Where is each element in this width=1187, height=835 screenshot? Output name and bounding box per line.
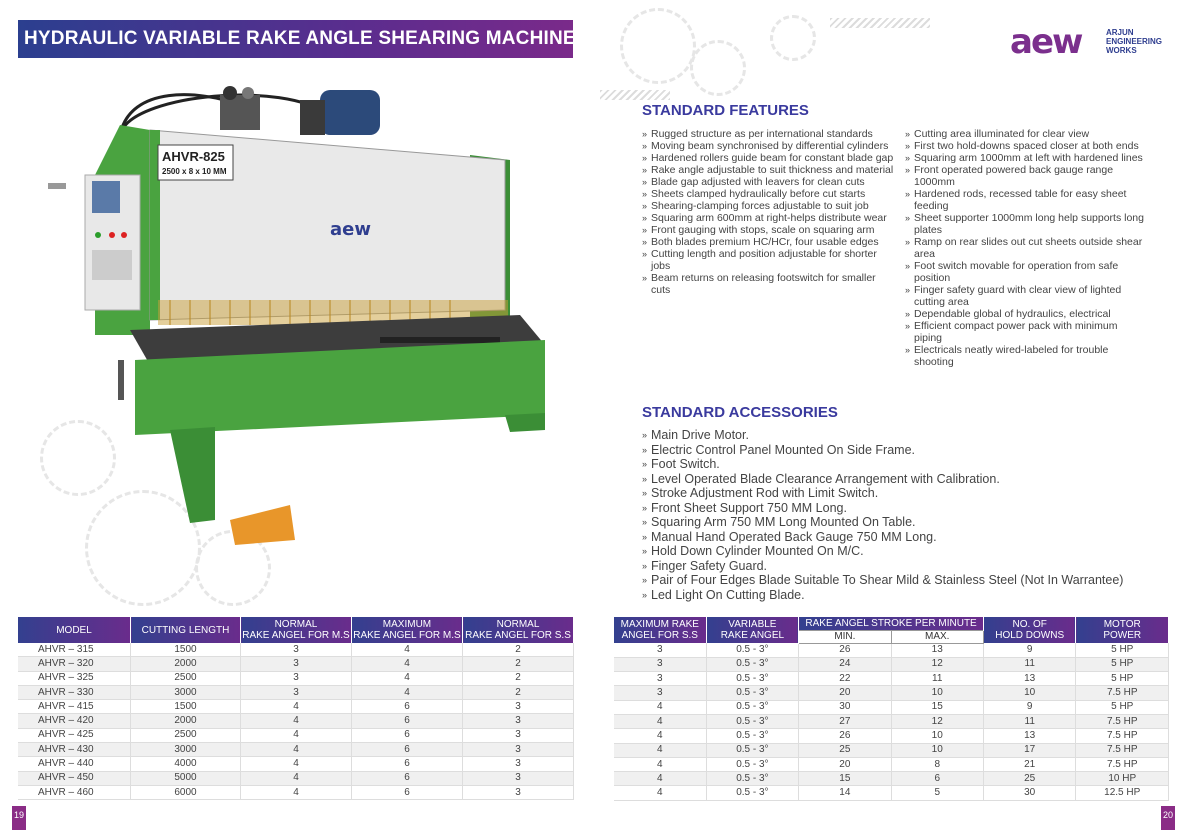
feature-item: » Shearing-clamping forces adjustable to suit job	[642, 200, 894, 212]
table-cell: 4	[614, 772, 706, 786]
table-cell: 5	[891, 786, 983, 800]
table-row	[18, 643, 574, 657]
table-row	[614, 772, 1169, 786]
table-row	[18, 785, 574, 799]
right-leg	[505, 413, 545, 432]
table-cell: 7.5 HP	[1076, 714, 1169, 728]
table-cell: 3000	[131, 743, 241, 757]
table-cell: 2500	[131, 728, 241, 742]
table-cell: 4	[614, 700, 706, 714]
col-normal-ms: NORMAL RAKE ANGEL FOR M.S	[242, 619, 350, 641]
table-row	[614, 714, 1169, 728]
feature-item: » Hardened rollers guide beam for constant blade gap	[642, 152, 894, 164]
feature-item: » Squaring arm 1000mm at left with hardened lines	[905, 152, 1145, 164]
table-cell: 5 HP	[1076, 700, 1169, 714]
feature-item: » Front gauging with stops, scale on squaring arm	[642, 224, 894, 236]
features-right-list	[905, 128, 1145, 368]
table-cell: 25	[799, 743, 891, 757]
table-row	[614, 686, 1169, 700]
table-cell: 11	[983, 714, 1076, 728]
company-logo	[1010, 22, 1170, 62]
table-cell: 1500	[131, 700, 241, 714]
col-motor-power: MOTOR POWER	[1076, 617, 1169, 643]
table-cell: 0.5 - 3°	[706, 786, 799, 800]
table-row	[18, 671, 574, 685]
gear-decoration	[690, 40, 746, 96]
table-cell: 4000	[131, 757, 241, 771]
gear-decoration	[770, 15, 816, 61]
table-row	[614, 643, 1169, 657]
table-cell: 13	[983, 672, 1076, 686]
table-cell: 3	[463, 714, 574, 728]
table-row	[614, 757, 1169, 771]
table-cell: 4	[614, 714, 706, 728]
table-cell: 4	[351, 685, 462, 699]
feature-item: » Squaring arm 600mm at right-helps distribute wear	[642, 212, 894, 224]
table-cell: 27	[799, 714, 891, 728]
table-cell: 4	[614, 743, 706, 757]
table-cell: 3	[463, 771, 574, 785]
table-cell: 3	[241, 685, 352, 699]
left-leg	[170, 427, 215, 523]
table-cell: AHVR – 415	[18, 700, 131, 714]
table-cell: 10	[891, 729, 983, 743]
feature-item: » Rugged structure as per international standards	[642, 128, 894, 140]
table-row	[614, 743, 1169, 757]
table-cell: 10	[891, 686, 983, 700]
feature-item: » Sheets clamped hydraulically before cut starts	[642, 188, 894, 200]
table-cell: 3000	[131, 685, 241, 699]
table-cell: 5 HP	[1076, 672, 1169, 686]
table-cell: 13	[891, 643, 983, 657]
table-cell: 9	[983, 643, 1076, 657]
col-model: MODEL	[18, 617, 131, 643]
col-normal-ss: NORMAL RAKE ANGEL FOR S.S	[463, 617, 574, 643]
table-cell: AHVR – 320	[18, 657, 131, 671]
table-cell: 0.5 - 3°	[706, 743, 799, 757]
table-cell: 0.5 - 3°	[706, 643, 799, 657]
models-table-left	[18, 617, 574, 800]
table-cell: 4	[241, 785, 352, 799]
accessory-item: » Level Operated Blade Clearance Arrangement with Calibration.	[642, 472, 1123, 487]
table-cell: 2	[463, 671, 574, 685]
table-row	[18, 743, 574, 757]
table-cell: 3	[241, 643, 352, 657]
col-stroke-per-minute: RAKE ANGEL STROKE PER MINUTE	[799, 617, 984, 630]
table-cell: AHVR – 420	[18, 714, 131, 728]
table-cell: 4	[614, 757, 706, 771]
table-cell: 0.5 - 3°	[706, 714, 799, 728]
standard-features-heading: STANDARD FEATURES	[642, 102, 809, 119]
accessory-item: » Manual Hand Operated Back Gauge 750 MM Long.	[642, 530, 1123, 545]
accessory-item: » Pair of Four Edges Blade Suitable To Shear Mild & Stainless Steel (Not In Warrantee)	[642, 573, 1123, 588]
table-row	[614, 657, 1169, 671]
table-cell: 6	[351, 757, 462, 771]
table-cell: 10	[983, 686, 1076, 700]
page-title: HYDRAULIC VARIABLE RAKE ANGLE SHEARING MACHINE	[18, 20, 573, 58]
table-cell: 6	[351, 743, 462, 757]
feature-item: » Cutting area illuminated for clear view	[905, 128, 1145, 140]
feature-item: » Rake angle adjustable to suit thickness and material	[642, 164, 894, 176]
feature-item: » Moving beam synchronised by differential cylinders	[642, 140, 894, 152]
table-cell: AHVR – 430	[18, 743, 131, 757]
table-cell: 10	[891, 743, 983, 757]
standard-accessories-heading: STANDARD ACCESSORIES	[642, 404, 838, 421]
table-cell: 15	[891, 700, 983, 714]
col-min: MIN.	[799, 630, 891, 643]
motor	[320, 90, 380, 135]
table-cell: 15	[799, 772, 891, 786]
feature-item: » Cutting length and position adjustable for shorter jobs	[642, 248, 894, 272]
table-cell: 0.5 - 3°	[706, 700, 799, 714]
feature-item: » First two hold-downs spaced closer at both ends	[905, 140, 1145, 152]
table-row	[614, 786, 1169, 800]
table-cell: 20	[799, 686, 891, 700]
table-row	[18, 657, 574, 671]
table-cell: 24	[799, 657, 891, 671]
table-cell: 4	[351, 643, 462, 657]
table-cell: 3	[463, 785, 574, 799]
table-cell: 3	[241, 671, 352, 685]
table-cell: 4	[241, 728, 352, 742]
table-cell: 20	[799, 757, 891, 771]
table-cell: 4	[241, 743, 352, 757]
feature-item: » Hardened rods, recessed table for easy sheet feeding	[905, 188, 1145, 212]
foot-switch	[230, 505, 295, 545]
table-cell: 17	[983, 743, 1076, 757]
logo-company-name: ARJUN ENGINEERING WORKS	[1106, 28, 1163, 55]
table-cell: 3	[241, 657, 352, 671]
accessory-item: » Hold Down Cylinder Mounted On M/C.	[642, 544, 1123, 559]
pump-unit	[220, 95, 260, 130]
accessory-item: » Led Light On Cutting Blade.	[642, 588, 1123, 603]
table-cell: 0.5 - 3°	[706, 657, 799, 671]
accessory-item: » Electric Control Panel Mounted On Side Frame.	[642, 443, 1123, 458]
table-cell: 3	[463, 700, 574, 714]
feature-item: » Blade gap adjusted with leavers for clean cuts	[642, 176, 894, 188]
table-row	[18, 771, 574, 785]
feature-item: » Finger safety guard with clear view of lighted cutting area	[905, 284, 1145, 308]
table-cell: 0.5 - 3°	[706, 672, 799, 686]
models-table-right	[614, 617, 1169, 801]
table-row	[18, 700, 574, 714]
feature-item: » Foot switch movable for operation from safe position	[905, 260, 1145, 284]
table-cell: 2000	[131, 657, 241, 671]
table-cell: 0.5 - 3°	[706, 729, 799, 743]
page-number-right: 20	[1161, 806, 1175, 830]
table-cell: 11	[891, 672, 983, 686]
feature-item: » Beam returns on releasing footswitch for smaller cuts	[642, 272, 894, 296]
page-number-left: 19	[12, 806, 26, 830]
table-cell: 30	[799, 700, 891, 714]
table-row	[614, 700, 1169, 714]
col-max-rake-ss: MAXIMUM RAKE ANGEL FOR S.S	[614, 617, 706, 643]
table-row	[18, 757, 574, 771]
accessory-item: » Front Sheet Support 750 MM Long.	[642, 501, 1123, 516]
feature-item: » Sheet supporter 1000mm long help supports long plates	[905, 212, 1145, 236]
table-cell: 0.5 - 3°	[706, 757, 799, 771]
table-cell: 3	[614, 672, 706, 686]
logo-mark: aew	[1010, 22, 1082, 62]
table-cell: 4	[351, 657, 462, 671]
gear-decoration	[620, 8, 696, 84]
table-cell: 9	[983, 700, 1076, 714]
table-cell: 5000	[131, 771, 241, 785]
table-cell: 12.5 HP	[1076, 786, 1169, 800]
panel-logo: aew	[330, 219, 371, 240]
accessory-item: » Squaring Arm 750 MM Long Mounted On Table.	[642, 515, 1123, 530]
table-cell: 3	[463, 757, 574, 771]
table-cell: AHVR – 460	[18, 785, 131, 799]
table-cell: 26	[799, 729, 891, 743]
accessory-item: » Foot Switch.	[642, 457, 1123, 472]
feature-item: » Ramp on rear slides out cut sheets outside shear area	[905, 236, 1145, 260]
table-cell: 21	[983, 757, 1076, 771]
table-cell: 6	[351, 700, 462, 714]
table-cell: 2	[463, 657, 574, 671]
table-row	[614, 672, 1169, 686]
table-row	[18, 714, 574, 728]
accessory-item: » Finger Safety Guard.	[642, 559, 1123, 574]
table-cell: 4	[241, 757, 352, 771]
stripe-decoration	[600, 90, 670, 100]
table-cell: 12	[891, 714, 983, 728]
col-max: MAX.	[891, 630, 983, 643]
table-cell: 2500	[131, 671, 241, 685]
table-cell: AHVR – 425	[18, 728, 131, 742]
table-cell: 1500	[131, 643, 241, 657]
table-cell: 4	[614, 786, 706, 800]
table-cell: 6	[891, 772, 983, 786]
feature-item: » Both blades premium HC/HCr, four usable edges	[642, 236, 894, 248]
table-cell: 25	[983, 772, 1076, 786]
table-cell: 26	[799, 643, 891, 657]
table-cell: 10 HP	[1076, 772, 1169, 786]
feature-item: » Electricals neatly wired-labeled for trouble shooting	[905, 344, 1145, 368]
col-hold-downs: NO. OF HOLD DOWNS	[983, 617, 1076, 643]
table-row	[614, 729, 1169, 743]
table-cell: AHVR – 325	[18, 671, 131, 685]
table-cell: AHVR – 315	[18, 643, 131, 657]
col-variable-rake: VARIABLE RAKE ANGEL	[706, 617, 799, 643]
accessory-item: » Main Drive Motor.	[642, 428, 1123, 443]
table-cell: 13	[983, 729, 1076, 743]
table-cell: 6	[351, 728, 462, 742]
feature-item: » Efficient compact power pack with minimum piping	[905, 320, 1145, 344]
table-cell: 6	[351, 785, 462, 799]
table-cell: 4	[241, 771, 352, 785]
table-cell: 4	[241, 700, 352, 714]
table-cell: 0.5 - 3°	[706, 686, 799, 700]
table-cell: 0.5 - 3°	[706, 772, 799, 786]
table-cell: 2	[463, 685, 574, 699]
table-cell: AHVR – 450	[18, 771, 131, 785]
table-cell: 11	[983, 657, 1076, 671]
table-cell: 4	[351, 671, 462, 685]
features-left-list	[642, 128, 894, 296]
feature-item: » Dependable global of hydraulics, electrical	[905, 308, 1145, 320]
table-cell: 6000	[131, 785, 241, 799]
table-cell: 6	[351, 714, 462, 728]
table-cell: 5 HP	[1076, 643, 1169, 657]
table-cell: 12	[891, 657, 983, 671]
table-cell: 8	[891, 757, 983, 771]
table-row	[18, 685, 574, 699]
col-max-ms: MAXIMUM RAKE ANGEL FOR M.S	[353, 619, 461, 641]
col-cutting-length: CUTTING LENGTH	[131, 617, 241, 643]
table-cell: 2000	[131, 714, 241, 728]
table-cell: 30	[983, 786, 1076, 800]
accessories-list	[642, 428, 1123, 602]
table-cell: 3	[614, 657, 706, 671]
size-plate: 2500 x 8 x 10 MM	[162, 167, 227, 176]
table-row	[18, 728, 574, 742]
table-cell: 22	[799, 672, 891, 686]
table-cell: 7.5 HP	[1076, 757, 1169, 771]
table-cell: 7.5 HP	[1076, 743, 1169, 757]
shearing-machine-illustration	[40, 75, 560, 555]
table-cell: 14	[799, 786, 891, 800]
table-cell: 5 HP	[1076, 657, 1169, 671]
table-cell: 7.5 HP	[1076, 686, 1169, 700]
feature-item: » Front operated powered back gauge range 1000mm	[905, 164, 1145, 188]
table-cell: 3	[614, 643, 706, 657]
table-cell: 4	[614, 729, 706, 743]
stripe-decoration	[830, 18, 930, 28]
table-cell: 2	[463, 643, 574, 657]
table-cell: 4	[241, 714, 352, 728]
table-cell: 6	[351, 771, 462, 785]
table-cell: 7.5 HP	[1076, 729, 1169, 743]
model-plate: AHVR-825	[162, 149, 225, 164]
table-cell: AHVR – 440	[18, 757, 131, 771]
table-cell: 3	[463, 743, 574, 757]
table-cell: AHVR – 330	[18, 685, 131, 699]
table-cell: 3	[614, 686, 706, 700]
accessory-item: » Stroke Adjustment Rod with Limit Switch.	[642, 486, 1123, 501]
table-cell: 3	[463, 728, 574, 742]
